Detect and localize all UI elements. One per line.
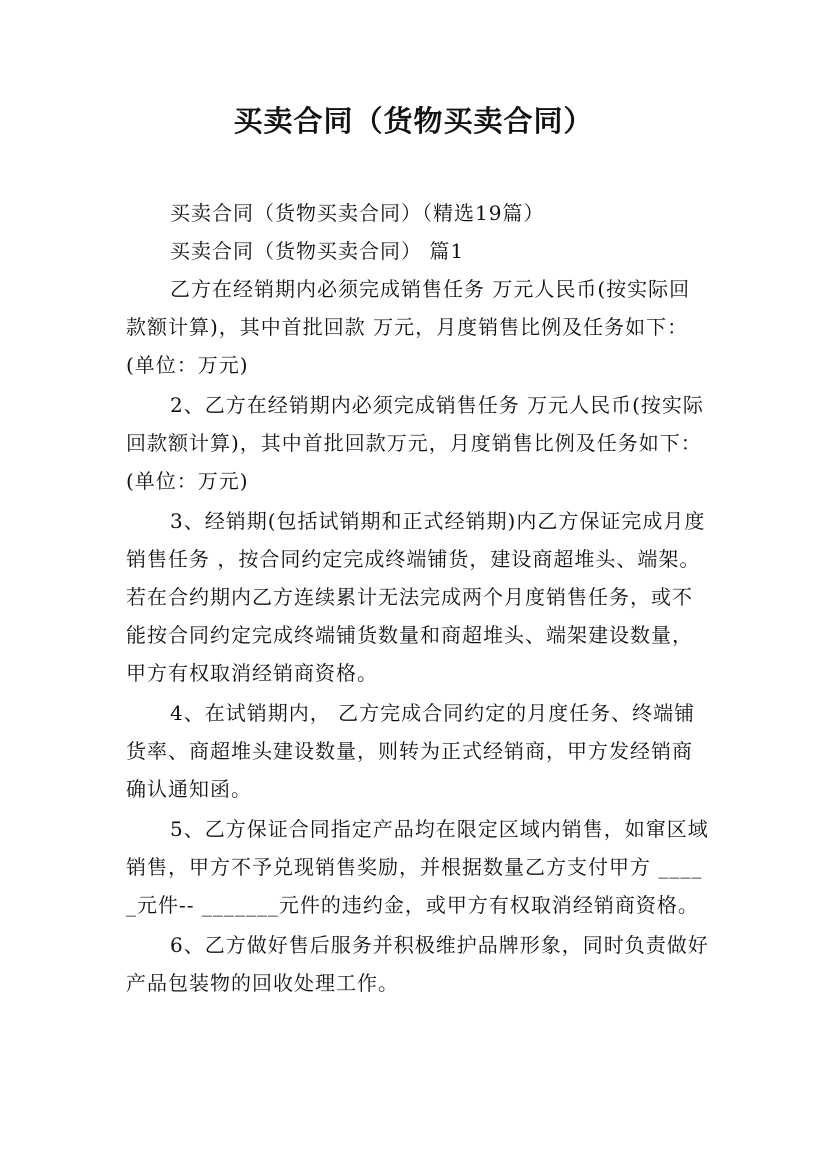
document-body — [126, 194, 710, 1002]
paragraph-2: 2、乙方在经销期内必须完成销售任务 万元人民币(按实际回款额计算)，其中首批回款万元，月度销售比例及任务如下：(单位：万元) — [126, 393, 704, 493]
document-title: 买卖合同（货物买卖合同） — [233, 104, 594, 138]
paragraph-6: 6、乙方做好售后服务并积极维护品牌形象，同时负责做好产品包装物的回收处理工作。 — [126, 933, 709, 995]
section-heading: 买卖合同（货物买卖合同） 篇1 — [170, 239, 465, 263]
paragraph-intro: 乙方在经销期内必须完成销售任务 万元人民币(按实际回款额计算)，其中首批回款 万元，月度销售比例及任务如下： (单位：万元) — [126, 277, 691, 377]
paragraph-4: 4、在试销期内， 乙方完成合同约定的月度任务、终端铺货率、商超堆头建设数量，则转为正式经销商，甲方发经销商确认通知函。 — [126, 701, 696, 801]
document-subtitle: 买卖合同（货物买卖合同）（精选19篇） — [170, 201, 545, 225]
paragraph-5: 5、乙方保证合同指定产品均在限定区域内销售，如窜区域销售，甲方不予兑现销售奖励，并根据数量乙方支付甲方 _____元件-- _______元件的违约金，或甲方有权取消经销商资格。 — [126, 817, 709, 917]
paragraph-3: 3、经销期(包括试销期和正式经销期)内乙方保证完成月度销售任务 ，按合同约定完成终端铺货，建设商超堆头、端架。若在合约期内乙方连续累计无法完成两个月度销售任务，或不能按合同约定完成终端铺货数量和商超堆头、端架建设数量，甲方有权取消经销商资格。 — [126, 509, 706, 685]
